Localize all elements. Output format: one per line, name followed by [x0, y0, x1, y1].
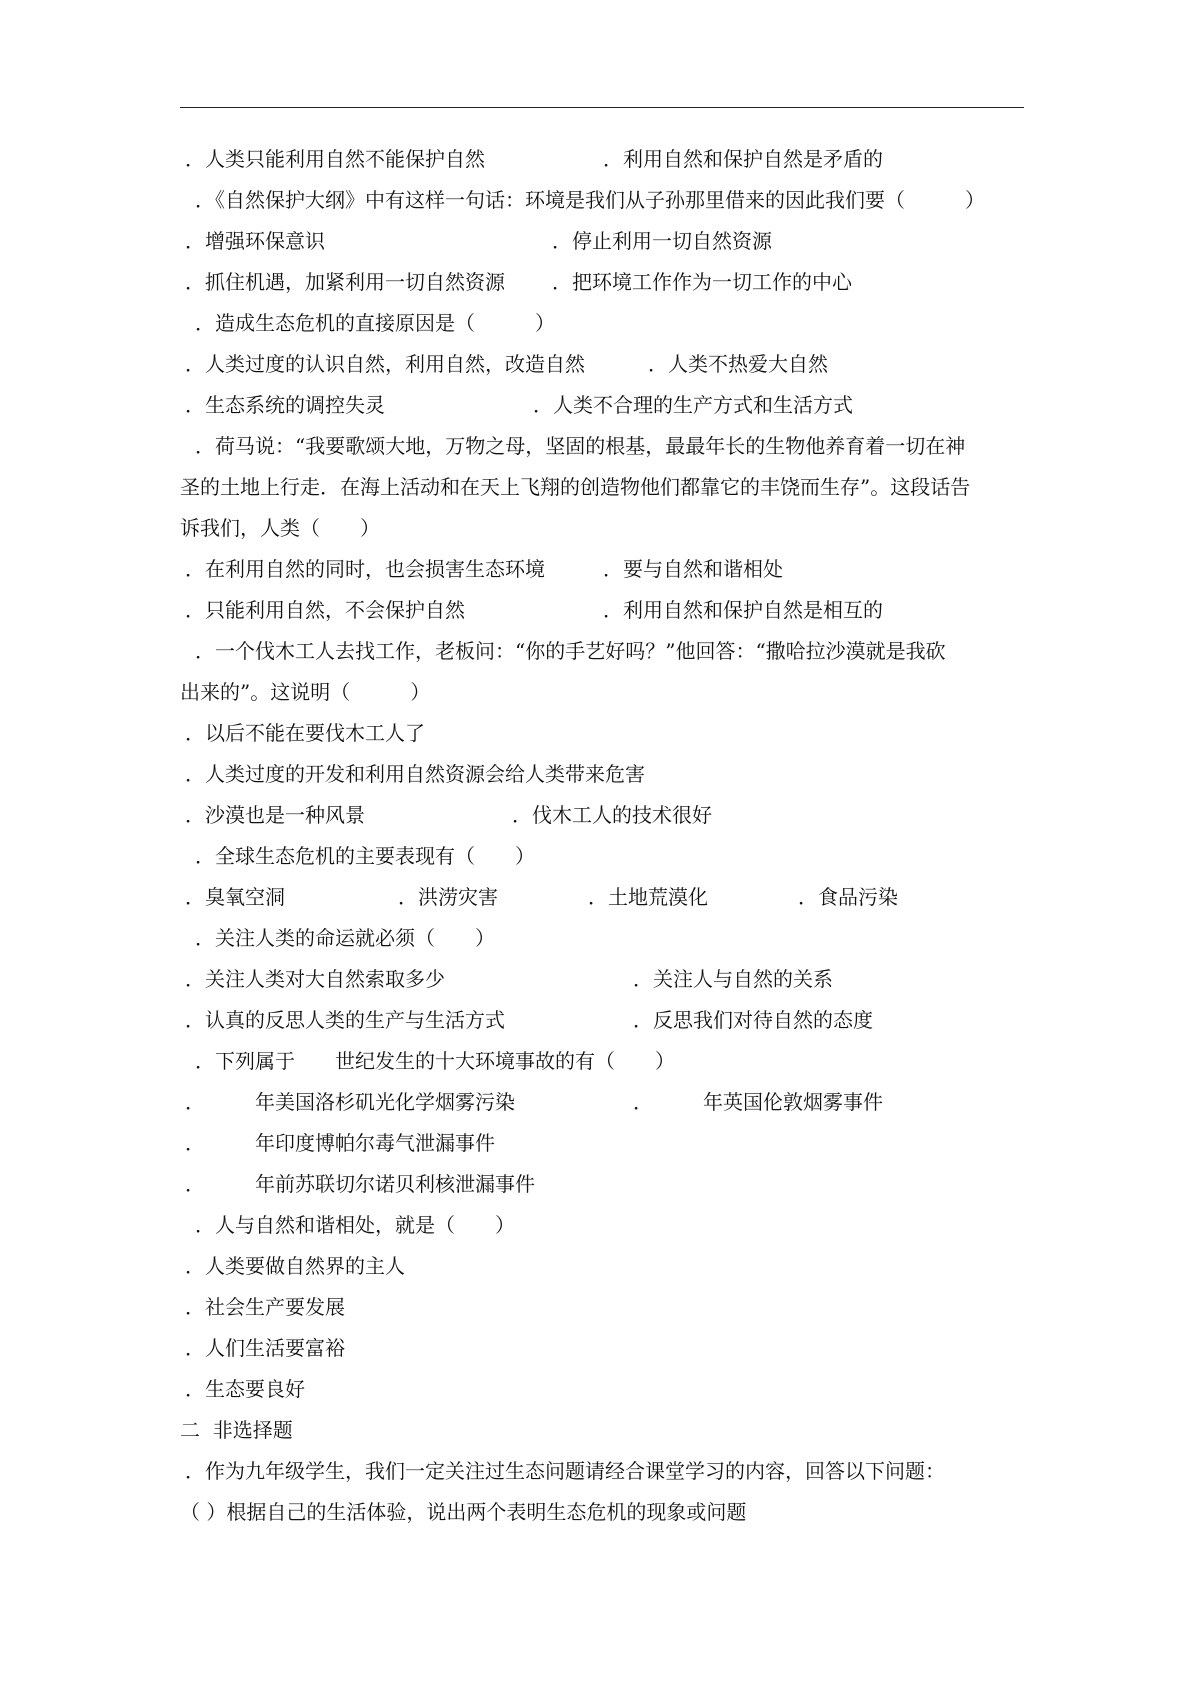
header-rule [180, 107, 1024, 108]
question-line: ．全球生态危机的主要表现有（ ） [195, 844, 535, 868]
option-line: ．生态要良好 [185, 1377, 305, 1401]
option-line: ．认真的反思人类的生产与生活方式 [185, 1008, 505, 1032]
option-line: ． 年前苏联切尔诺贝利核泄漏事件 [185, 1172, 535, 1196]
option-line: ．人类过度的开发和利用自然资源会给人类带来危害 [185, 762, 645, 786]
option-line: ．关注人类对大自然索取多少 [185, 967, 445, 991]
question-line: ．一个伐木工人去找工作，老板问：“你的手艺好吗？”他回答：“撒哈拉沙漠就是我砍 [195, 639, 946, 663]
option-line: ．食品污染 [798, 885, 898, 909]
option-line: ．伐木工人的技术很好 [512, 803, 712, 827]
option-line: ． 年印度博帕尔毒气泄漏事件 [185, 1131, 495, 1155]
question-line: ．下列属于 世纪发生的十大环境事故的有（ ） [195, 1049, 675, 1073]
option-line: ．洪涝灾害 [398, 885, 498, 909]
question-line: ．《自然保护大纲》中有这样一句话：环境是我们从子孙那里借来的因此我们要（ ） [195, 188, 985, 212]
option-line: ．利用自然和保护自然是相互的 [603, 598, 883, 622]
question-line: ．作为九年级学生，我们一定关注过生态问题请经合课堂学习的内容，回答以下问题： [185, 1459, 945, 1483]
question-line: 圣的土地上行走．在海上活动和在天上飞翔的创造物他们都靠它的丰饶而生存”。这段话告 [180, 475, 971, 499]
option-line: ．人们生活要富裕 [185, 1336, 345, 1360]
option-line: ． 年英国伦敦烟雾事件 [633, 1090, 883, 1114]
option-line: ．土地荒漠化 [588, 885, 708, 909]
question-line: 诉我们，人类（ ） [180, 516, 380, 540]
option-line: ．沙漠也是一种风景 [185, 803, 365, 827]
option-line: ．关注人与自然的关系 [633, 967, 833, 991]
option-line: ．以后不能在要伐木工人了 [185, 721, 425, 745]
option-line: ．增强环保意识 [185, 229, 325, 253]
question-line: ．荷马说：“我要歌颂大地，万物之母，坚固的根基，最最年长的生物他养育着一切在神 [195, 434, 966, 458]
question-line: ．人与自然和谐相处，就是（ ） [195, 1213, 515, 1237]
option-line: ．抓住机遇，加紧利用一切自然资源 [185, 270, 505, 294]
option-line: ．要与自然和谐相处 [603, 557, 783, 581]
question-line: 出来的”。这说明（ ） [180, 680, 431, 704]
option-line: ．停止利用一切自然资源 [552, 229, 772, 253]
question-line: ．关注人类的命运就必须（ ） [195, 926, 495, 950]
question-line: （ ）根据自己的生活体验，说出两个表明生态危机的现象或问题 [180, 1500, 747, 1524]
option-line: ．社会生产要发展 [185, 1295, 345, 1319]
option-line: ．臭氧空洞 [185, 885, 285, 909]
option-line: ．人类不合理的生产方式和生活方式 [533, 393, 853, 417]
option-line: ． 年美国洛杉矶光化学烟雾污染 [185, 1090, 515, 1114]
option-line: ．人类不热爱大自然 [648, 352, 828, 376]
section-heading: 二 非选择题 [180, 1418, 293, 1442]
question-line: ．造成生态危机的直接原因是（ ） [195, 311, 555, 335]
option-line: ．生态系统的调控失灵 [185, 393, 385, 417]
option-line: ．反思我们对待自然的态度 [633, 1008, 873, 1032]
option-line: ．只能利用自然，不会保护自然 [185, 598, 465, 622]
option-line: ．在利用自然的同时，也会损害生态环境 [185, 557, 545, 581]
option-line: ．利用自然和保护自然是矛盾的 [603, 147, 883, 171]
option-line: ．人类要做自然界的主人 [185, 1254, 405, 1278]
option-line: ．人类过度的认识自然，利用自然，改造自然 [185, 352, 585, 376]
option-line: ．把环境工作作为一切工作的中心 [552, 270, 852, 294]
option-line: ．人类只能利用自然不能保护自然 [185, 147, 485, 171]
